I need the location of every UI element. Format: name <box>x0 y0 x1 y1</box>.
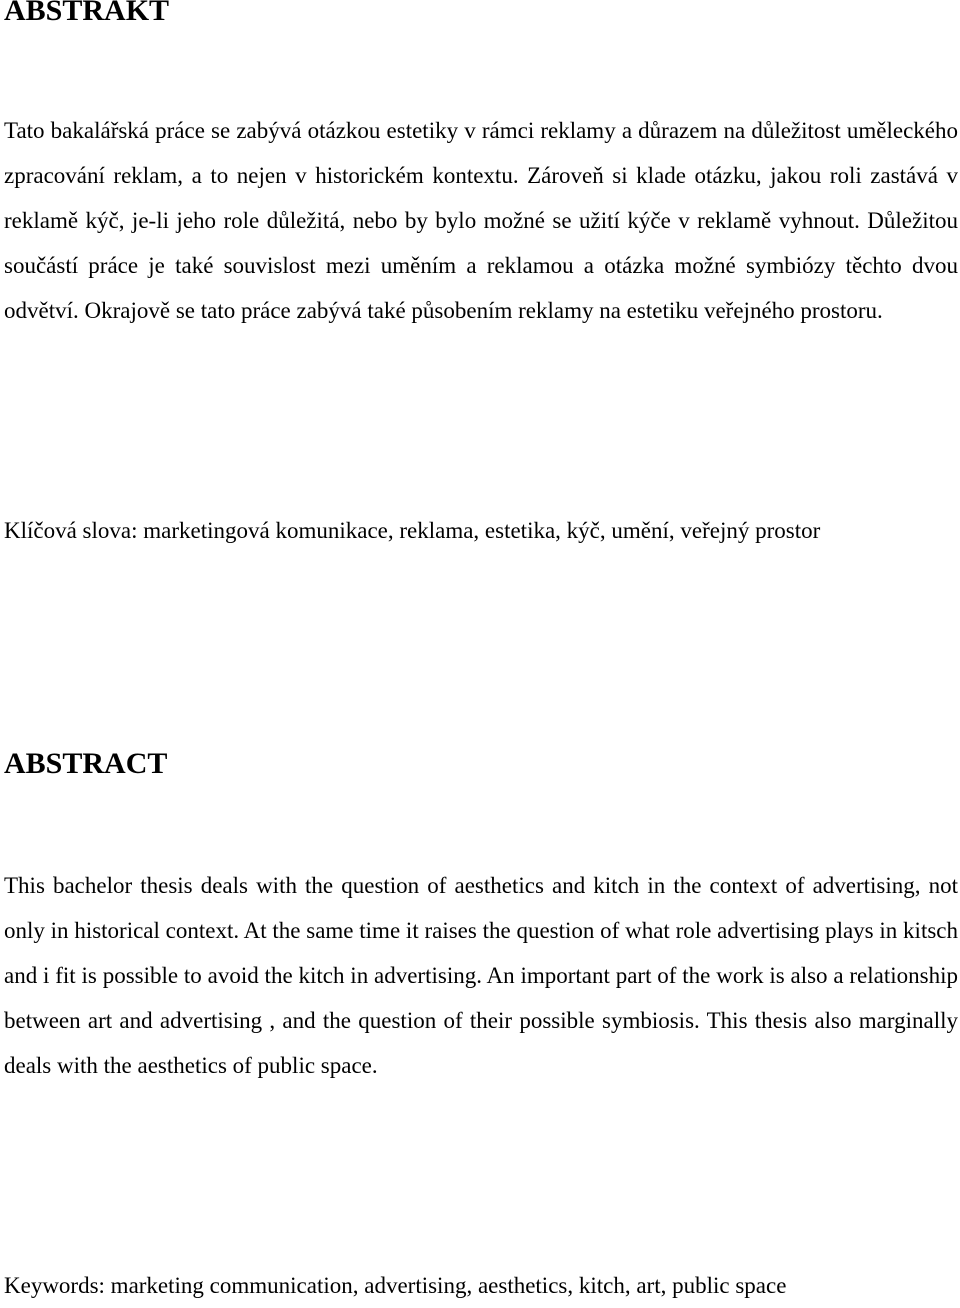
heading-abstract: ABSTRACT <box>4 747 168 780</box>
keywords-czech: Klíčová slova: marketingová komunikace, reklama, estetika, kýč, umění, veřejný prostor <box>4 518 821 543</box>
heading-abstrakt: ABSTRAKT <box>4 0 170 27</box>
abstract-english-paragraph: This bachelor thesis deals with the question of aesthetics and kitch in the context of advertising, not only in historical context. At the same time it raises the question of what role advertising plays in kitsch and i fit is possible to avoid the kitch in advertising. An important part of the work is also a relationship between art and advertising , and the question of their possible symbiosis. This thesis also marginally deals with the aesthetics of public space. <box>4 873 958 1078</box>
keywords-english: Keywords: marketing communication, advertising, aesthetics, kitch, art, public space <box>4 1273 787 1298</box>
abstract-czech-paragraph: Tato bakalářská práce se zabývá otázkou estetiky v rámci reklamy a důrazem na důležitost uměleckého zpracování reklam, a to nejen v historickém kontextu. Zároveň si klade otázku, jakou roli zastává v reklamě kýč, je-li jeho role důležitá, nebo by bylo možné se užití kýče v reklamě vyhnout. Důležitou součástí práce je také souvislost mezi uměním a reklamou a otázka možné symbiózy těchto dvou odvětví. Okrajově se tato práce zabývá také působením reklamy na estetiku veřejného prostoru. <box>4 118 958 323</box>
